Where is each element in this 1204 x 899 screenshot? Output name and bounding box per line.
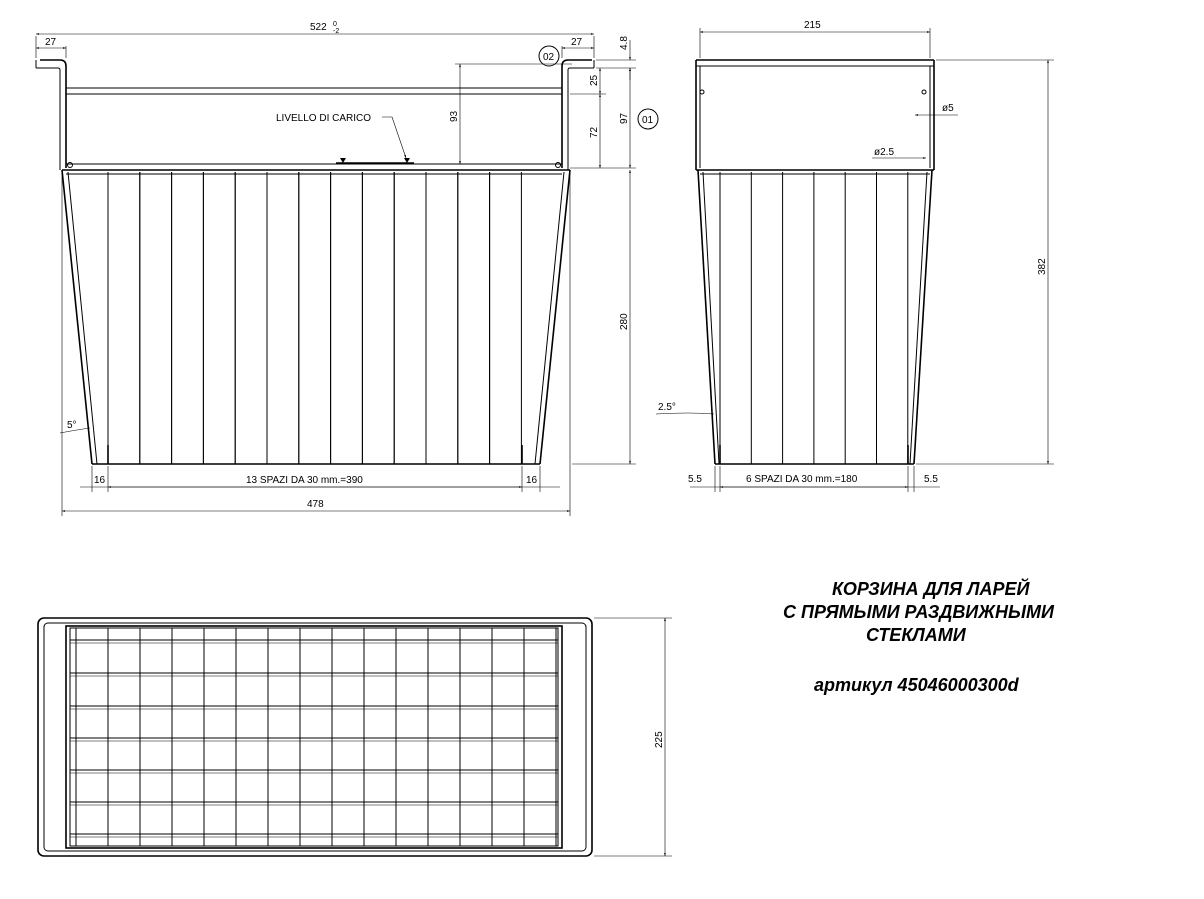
plan-view (38, 618, 672, 856)
label-load-level: LIVELLO DI CARICO (276, 113, 372, 124)
title-line-2: С ПРЯМЫМИ РАЗДВИЖНЫМИ (783, 602, 1054, 622)
dim-flange-left: 27 (45, 37, 57, 48)
article-number: артикул 45046000300d (814, 675, 1019, 695)
front-wire-bars (108, 172, 521, 464)
dim-72: 72 (589, 126, 600, 138)
dim-bottom-width: 478 (307, 499, 324, 510)
front-view (36, 21, 658, 516)
side-view (656, 20, 1054, 492)
dim-hole-diameter: ø5 (942, 103, 954, 114)
balloon-01: 01 (642, 115, 654, 126)
dim-top-thickness: 4.8 (619, 36, 630, 50)
dim-25: 25 (589, 74, 600, 86)
dim-tolerance-top: 0 (333, 21, 337, 28)
dim-wire-spacing-front: 13 SPAZI DA 30 mm.=390 (246, 475, 363, 486)
side-wire-bars (720, 172, 908, 464)
dim-tolerance-bottom: -2 (333, 28, 340, 35)
dim-flange-right: 27 (571, 37, 583, 48)
title-line-3: СТЕКЛАМИ (866, 625, 966, 645)
dim-side-height: 382 (1037, 258, 1048, 275)
dim-97: 97 (619, 112, 630, 124)
dim-side-edge-left: 5.5 (688, 474, 702, 485)
dim-side-edge-right: 5.5 (924, 474, 938, 485)
dim-plan-depth: 225 (654, 731, 665, 748)
title-line-1: КОРЗИНА ДЛЯ ЛАРЕЙ (832, 579, 1030, 599)
plan-wire-grid (70, 628, 558, 846)
dim-angle-front: 5° (67, 420, 77, 431)
dim-wire-diameter: ø2.5 (874, 147, 895, 158)
dim-overall-width: 522 (310, 22, 327, 33)
dim-edge-left: 16 (94, 475, 106, 486)
dim-wire-spacing-side: 6 SPAZI DA 30 mm.=180 (746, 474, 858, 485)
dim-edge-right: 16 (526, 475, 538, 486)
dim-93: 93 (449, 110, 460, 122)
dim-280: 280 (619, 313, 630, 330)
dim-side-top-width: 215 (804, 20, 821, 31)
title-block (783, 578, 1055, 695)
balloon-02: 02 (543, 52, 555, 63)
dim-angle-side: 2.5° (658, 402, 676, 413)
